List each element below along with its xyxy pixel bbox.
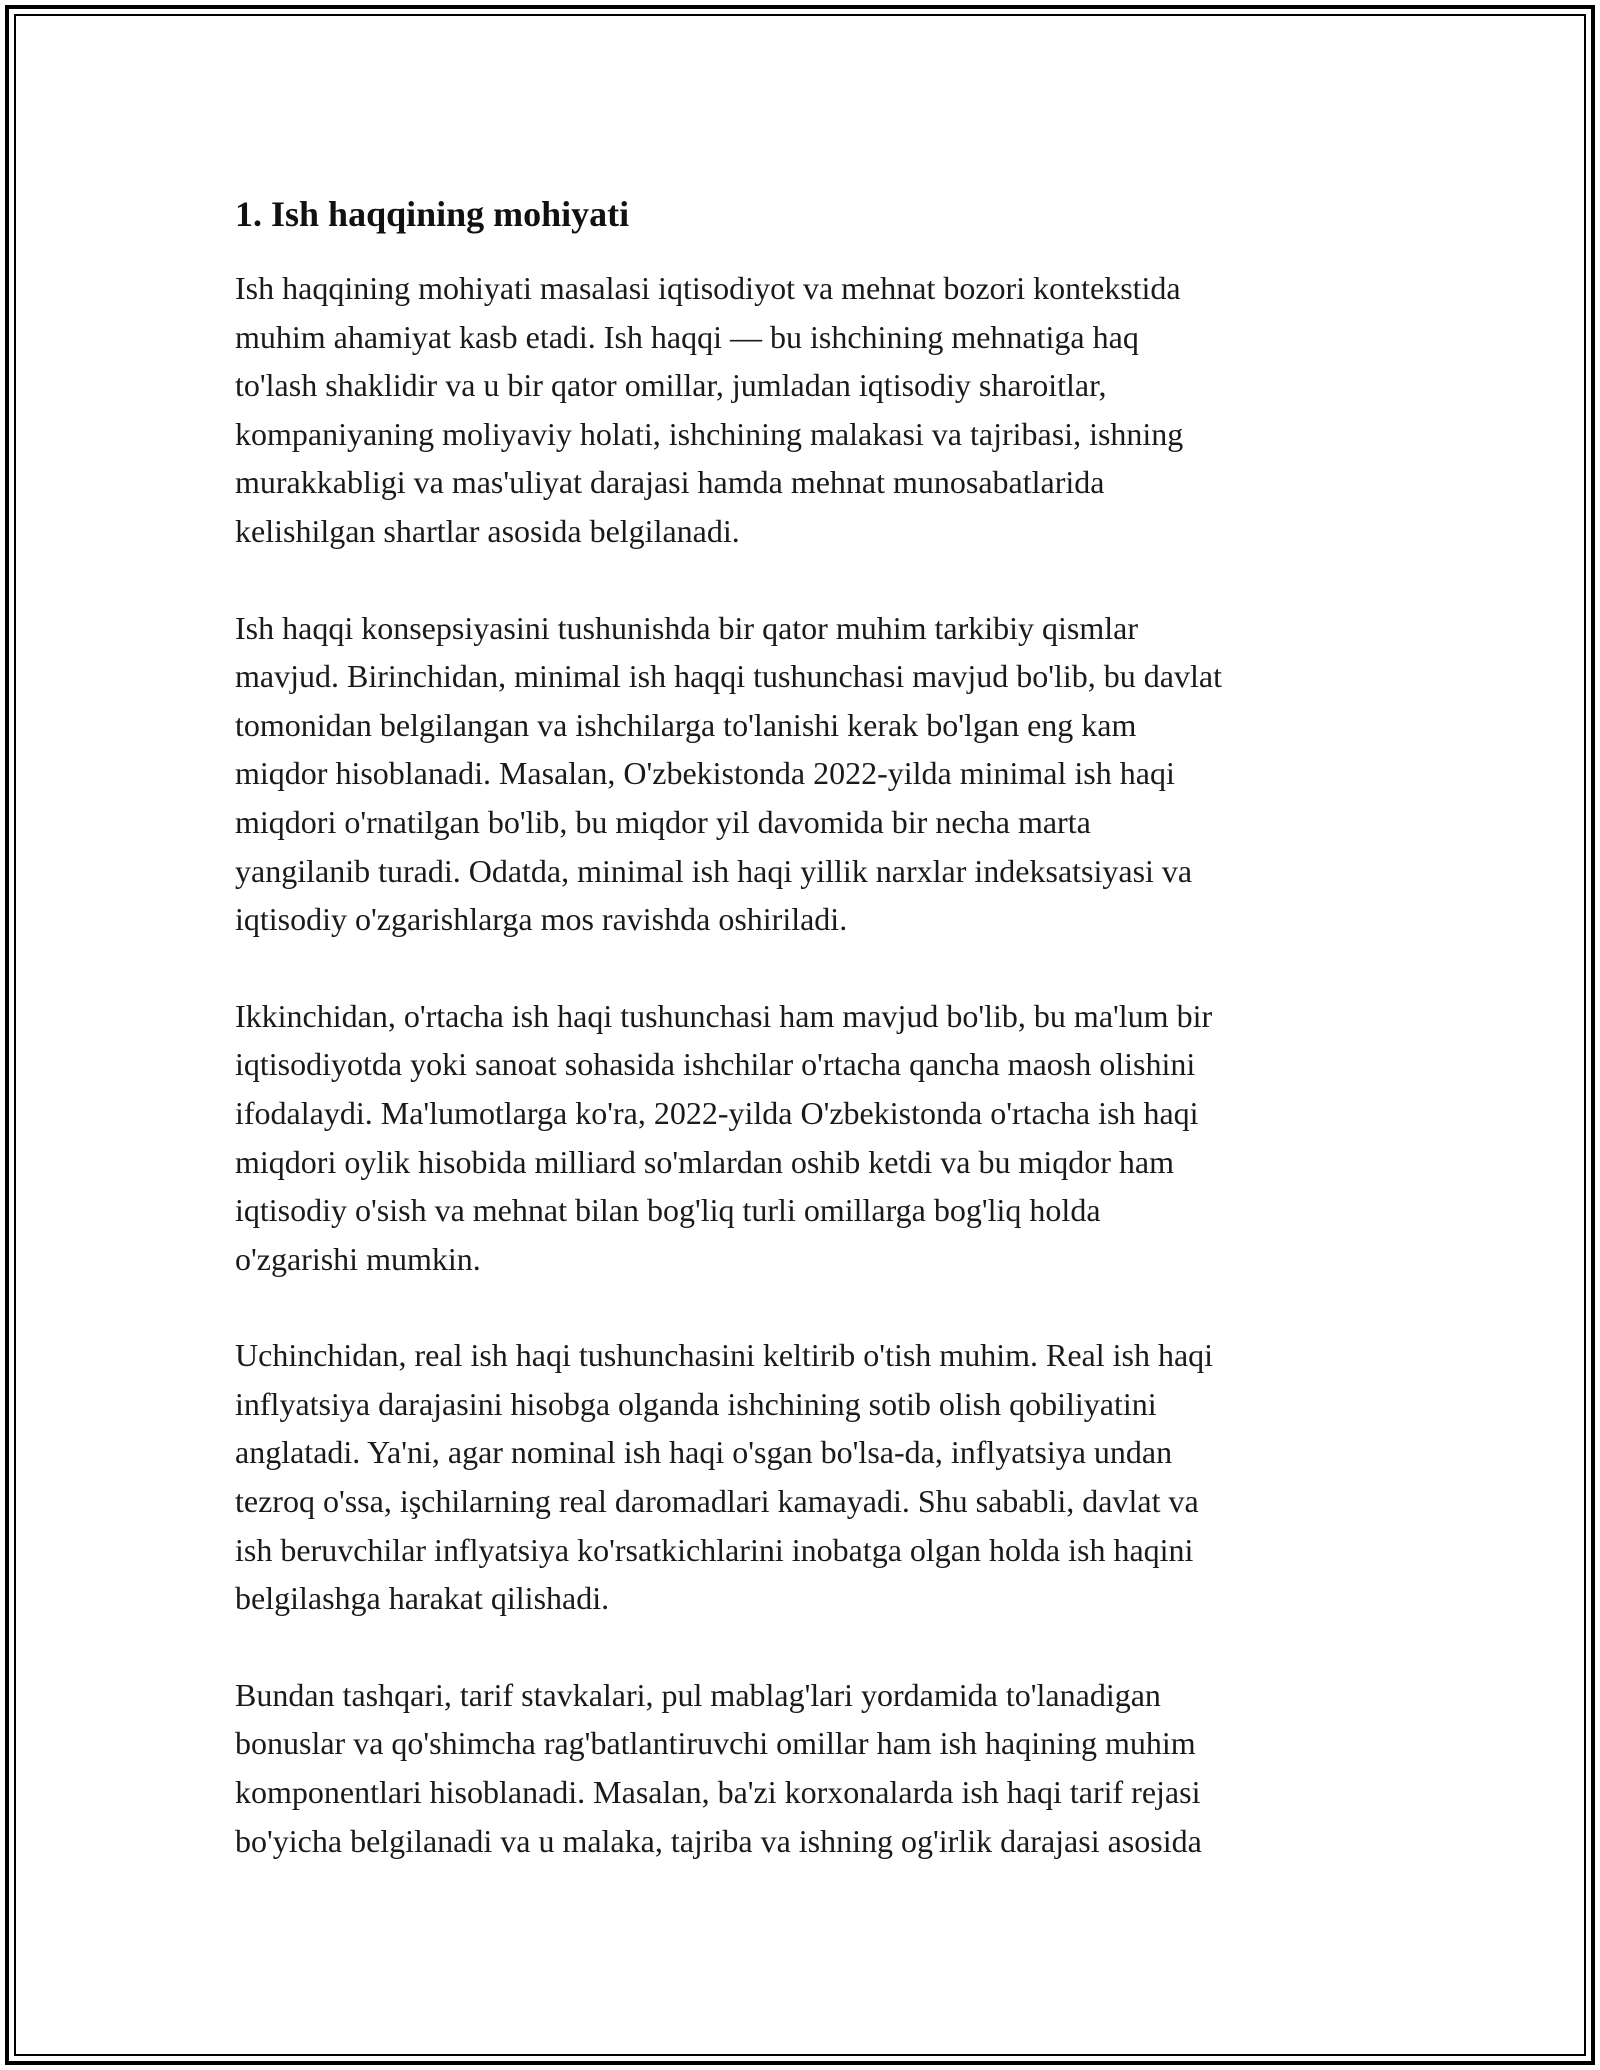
document-body — [235, 186, 1375, 1865]
paragraph-real-wage: Uchinchidan, real ish haqi tushunchasini keltirib o'tish muhim. Real ish haqi inflyatsiya darajasini hisobga olganda ishchining sotib olish qobiliyatini anglatadi. Ya'ni, agar nominal ish haqi o'sgan bo'lsa-da, inflyatsiya undan tezroq o'ssa, işchilarning real daromadlari kamayadi. Shu sababli, davlat va ish beruvchilar inflyatsiya ko'rsatkichlarini inobatga olgan holda ish haqini belgilashga harakat qilishadi. — [235, 1337, 1214, 1617]
paragraph-minimal-wage: Ish haqqi konsepsiyasini tushunishda bir qator muhim tarkibiy qismlar mavjud. Birinchidan, minimal ish haqqi tushunchasi mavjud bo'lib, bu davlat tomonidan belgilangan va ishchilarga to'lanishi kerak bo'lgan eng kam miqdor hisoblanadi. Masalan, O'zbekistonda 2022-yilda minimal ish haqi miqdori o'rnatilgan bo'lib, bu miqdor yil davomida bir necha marta yangilanib turadi. Odatda, minimal ish haqi yillik narxlar indeksatsiyasi va iqtisodiy o'zgarishlarga mos ravishda oshiriladi. — [235, 609, 1222, 938]
paragraph-average-wage: Ikkinchidan, o'rtacha ish haqi tushunchasi ham mavjud bo'lib, bu ma'lum bir iqtisodiyotda yoki sanoat sohasida ishchilar o'rtacha qancha maosh olishini ifodalaydi. Ma'lumotlarga ko'ra, 2022-yilda O'zbekistonda o'rtacha ish haqi miqdori oylik hisobida milliard so'mlardan oshib ketdi va bu miqdor ham iqtisodiy o'sish va mehnat bilan bog'liq turli omillarga bog'liq holda o'zgarishi mumkin. — [235, 997, 1213, 1277]
section-heading: 1. Ish haqqining mohiyati — [235, 194, 630, 234]
paragraph-tariff-rates: Bundan tashqari, tarif stavkalari, pul mablag'lari yordamida to'lanadigan bonuslar va qo'shimcha rag'batlantiruvchi omillar ham ish haqining muhim komponentlari hisoblanadi. Masalan, ba'zi korxonalarda ish haqi tarif rejasi bo'yicha belgilanadi va u malaka, tajriba va ishning og'irlik darajasi asosida — [235, 1676, 1202, 1859]
paragraph-intro: Ish haqqining mohiyati masalasi iqtisodiyot va mehnat bozori kontekstida muhim ahamiyat kasb etadi. Ish haqqi — bu ishchining mehnatiga haq to'lash shaklidir va u bir qator omillar, jumladan iqtisodiy sharoitlar, kompaniyaning moliyaviy holati, ishchining malakasi va tajribasi, ishning murakkabligi va mas'uliyat darajasi hamda mehnat munosabatlarida kelishilgan shartlar asosida belgilanadi. — [235, 270, 1184, 549]
